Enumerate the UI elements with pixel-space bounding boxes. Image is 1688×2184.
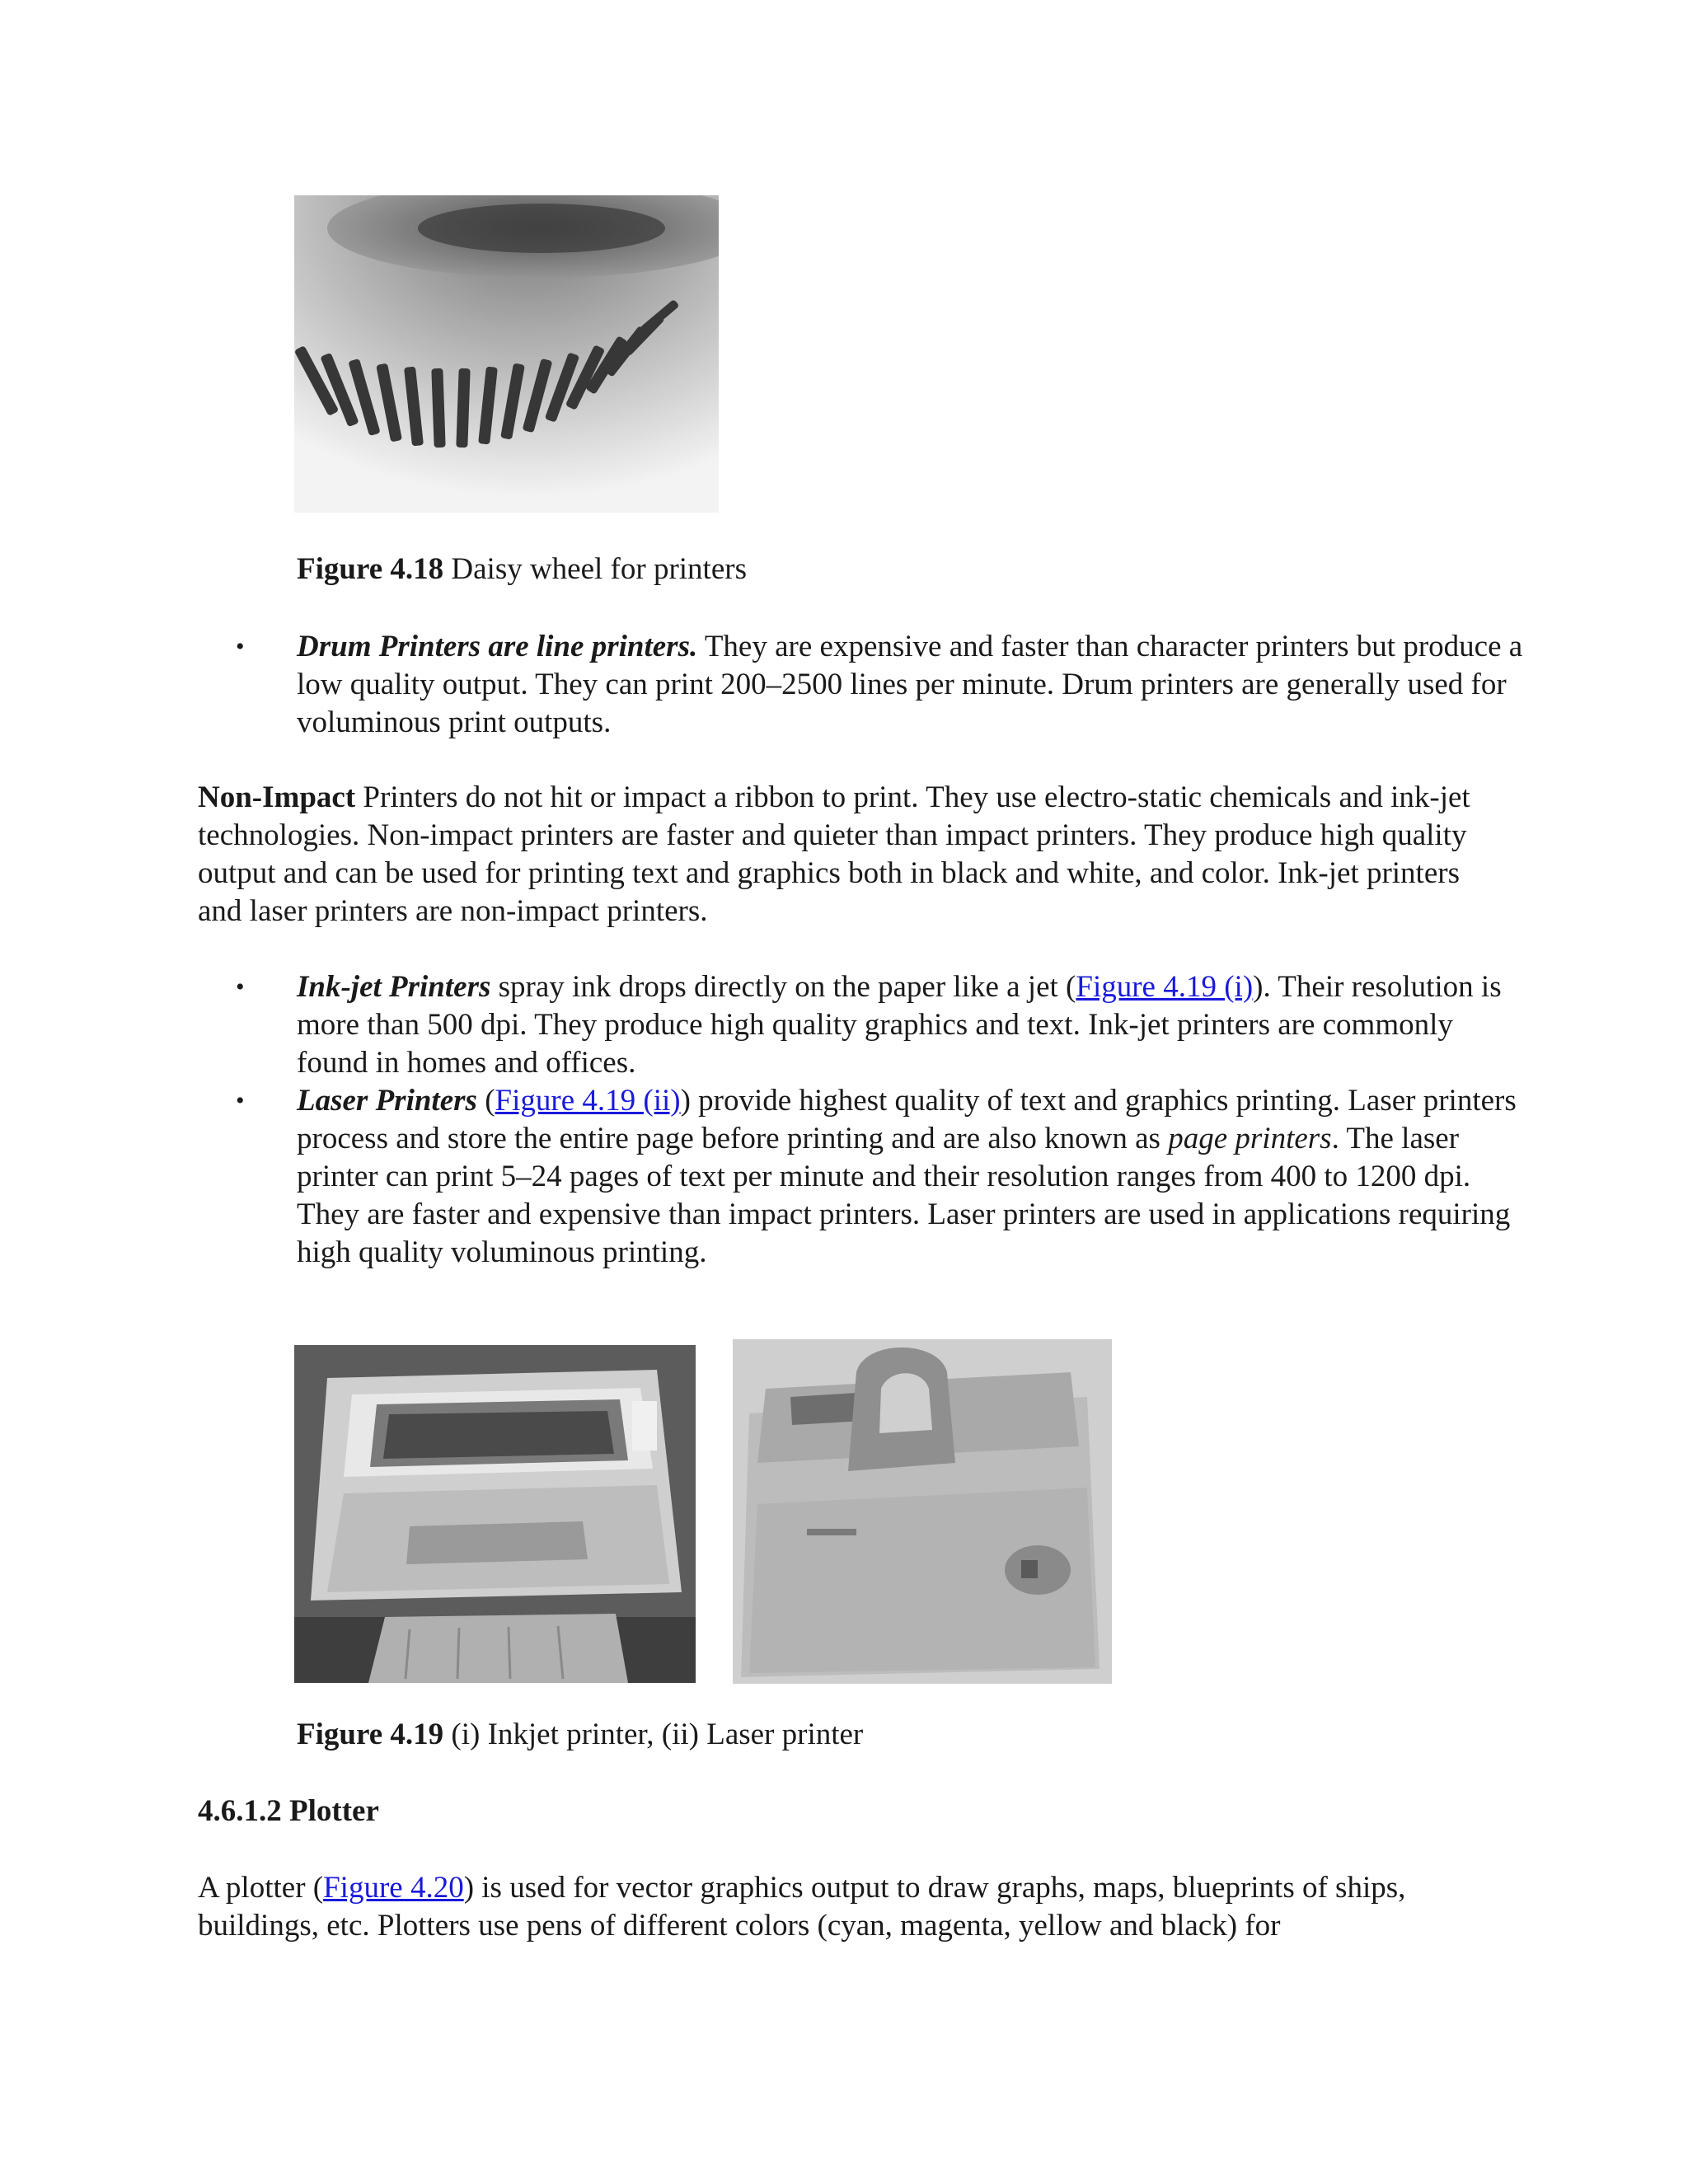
laser-lead: Laser Printers bbox=[297, 1084, 477, 1118]
list-item bbox=[196, 1082, 1531, 1272]
figure-4-19-i-link[interactable]: Figure 4.19 (i) bbox=[1076, 970, 1254, 1004]
bullet-icon: • bbox=[236, 973, 245, 1001]
plotter-paragraph bbox=[198, 1869, 1484, 1945]
figure-label: Figure 4.18 bbox=[297, 552, 444, 586]
figure-4-20-link[interactable]: Figure 4.20 bbox=[323, 1871, 464, 1905]
drum-lead: Drum Printers are line printers. bbox=[297, 630, 698, 663]
drum-text: They are expensive and faster than character printers but produce a low quality output. They can print 200–2500 lines per minute. Drum printers are generally used for voluminous print outputs. bbox=[297, 630, 1523, 739]
daisy-wheel-image bbox=[294, 195, 719, 513]
printer-bullet-list bbox=[196, 968, 1531, 1272]
plotter-text-b: ) is used for vector graphics output to draw graphs, maps, blueprints of ships, buildings, etc. Plotters use pens of different colors (cyan, magenta, yellow and black) for bbox=[198, 1871, 1406, 1943]
bullet-icon: • bbox=[236, 633, 245, 660]
inkjet-lead: Ink-jet Printers bbox=[297, 970, 491, 1004]
laser-text-b: ) provide highest quality of text and graphics printing. Laser printers process and store the entire page before printing and are also known as bbox=[297, 1084, 1517, 1155]
laser-printer-image bbox=[733, 1339, 1112, 1684]
section-heading: 4.6.1.2 Plotter bbox=[198, 1794, 379, 1828]
laser-italic: page printers bbox=[1168, 1122, 1332, 1155]
inkjet-printer-image bbox=[294, 1345, 696, 1683]
figure-4-18-caption bbox=[297, 551, 747, 588]
nonimpact-lead: Non-Impact bbox=[198, 780, 356, 814]
plotter-text-a: A plotter ( bbox=[198, 1871, 324, 1905]
bullet-icon: • bbox=[236, 1087, 245, 1114]
figure-caption-text: Daisy wheel for printers bbox=[451, 552, 747, 586]
list-item bbox=[196, 628, 1531, 742]
figure-4-19-ii-link[interactable]: Figure 4.19 (ii) bbox=[495, 1084, 681, 1118]
figure-4-19-caption bbox=[297, 1716, 863, 1754]
nonimpact-text: Printers do not hit or impact a ribbon to print. They use electro-static chemicals and ink-jet technologies. Non-impact printers are faster and quieter than impact printers. They produce high quality output and can be used for printing text and graphics both in black and white, and color. Ink-jet printers and laser printers are non-impact printers. bbox=[198, 780, 1470, 928]
figure-caption-text: (i) Inkjet printer, (ii) Laser printer bbox=[451, 1718, 864, 1751]
laser-text-a: ( bbox=[485, 1084, 495, 1118]
figure-label: Figure 4.19 bbox=[297, 1718, 444, 1751]
list-item bbox=[196, 968, 1531, 1082]
nonimpact-paragraph bbox=[198, 779, 1484, 930]
laser-text-c: . The laser printer can print 5–24 pages of text per minute and their resolution ranges from 400 to 1200 dpi. They are faster and expensive than impact printers. Laser printers are used in applications requiring high quality voluminous printing. bbox=[297, 1122, 1511, 1269]
inkjet-text-a: spray ink drops directly on the paper like a jet ( bbox=[498, 970, 1076, 1004]
drum-bullet-list bbox=[196, 628, 1531, 742]
inkjet-text-b: ). Their resolution is more than 500 dpi. They produce high quality graphics and text. Ink-jet printers are commonly found in homes and offices. bbox=[297, 970, 1502, 1080]
